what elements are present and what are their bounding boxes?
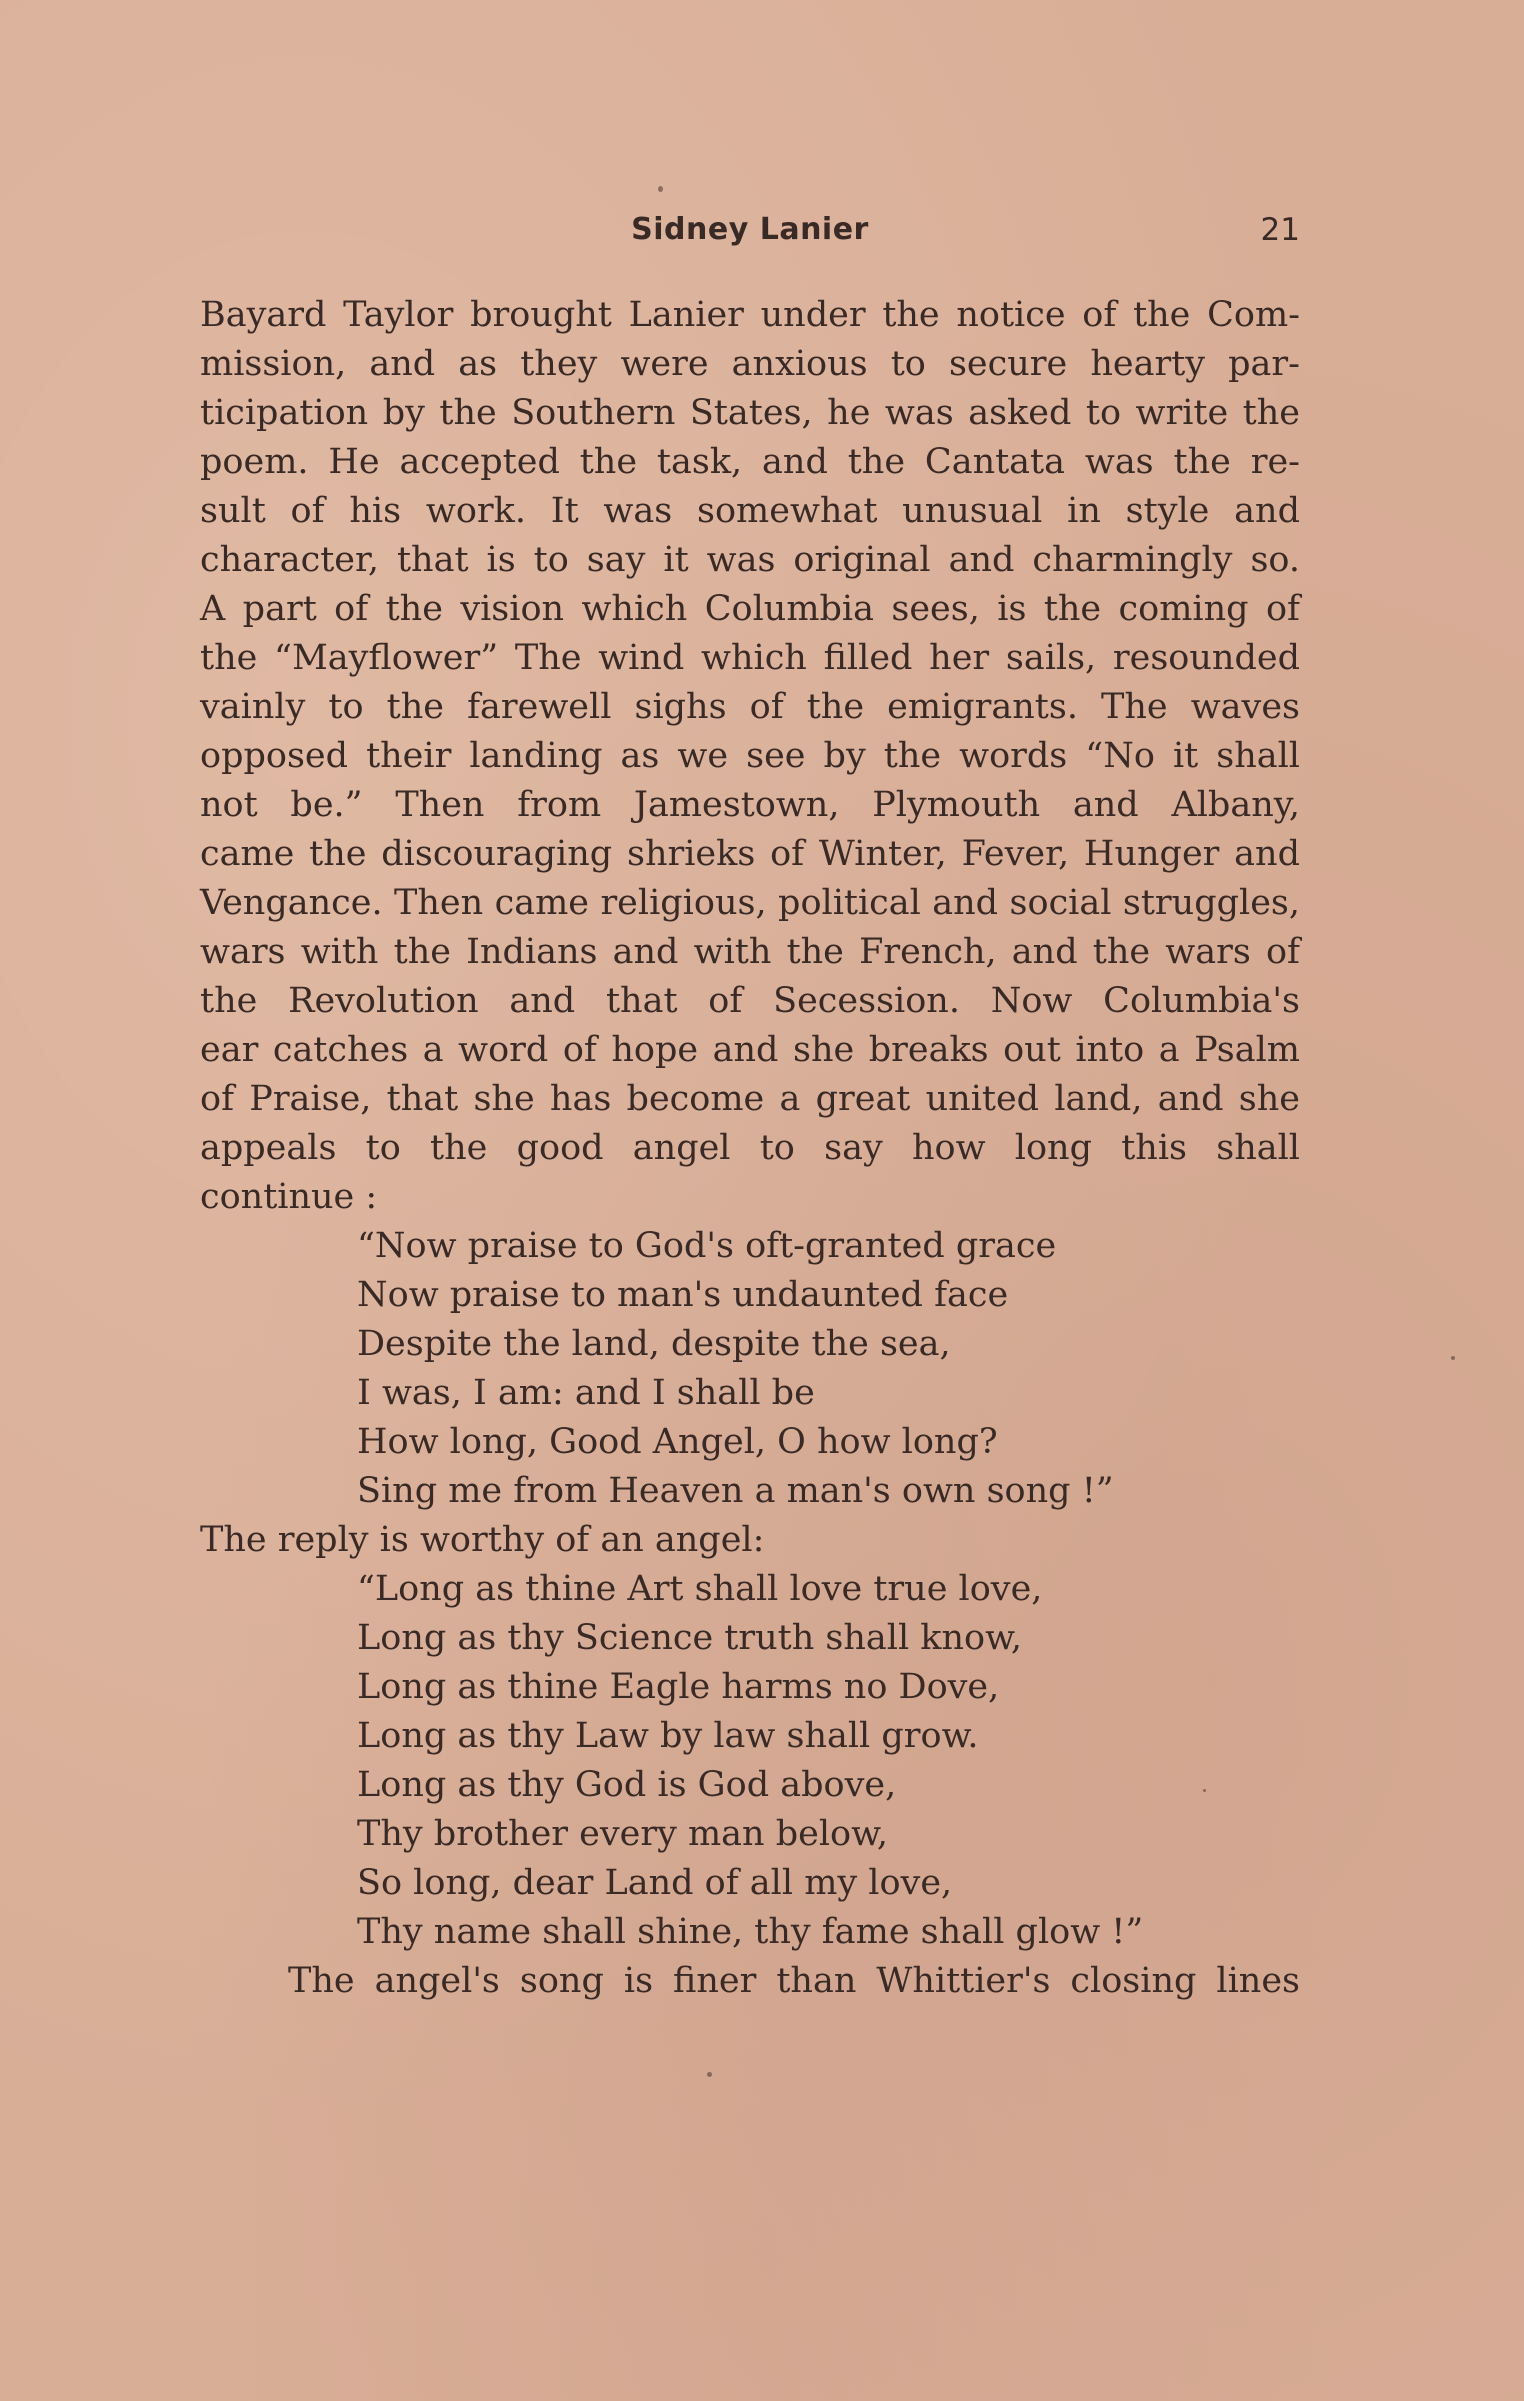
paragraph-line: ticipation by the Southern States, he was asked to write the: [200, 393, 1300, 433]
psalm-verse-line: Sing me from Heaven a man's own song !”: [357, 1471, 1114, 1511]
paragraph-line: Vengance. Then came religious, political and social struggles,: [200, 883, 1300, 923]
reply-intro: The reply is worthy of an angel:: [200, 1520, 765, 1560]
angel-verse-line: So long, dear Land of all my love,: [357, 1863, 953, 1903]
angel-verse-line: “Long as thine Art shall love true love,: [357, 1569, 1043, 1609]
paragraph-line: ear catches a word of hope and she breaks out into a Psalm: [200, 1030, 1300, 1070]
psalm-verse-line: Now praise to man's undaunted face: [357, 1275, 1009, 1315]
running-head: [200, 212, 1300, 262]
angel-verse-line: Thy name shall shine, thy fame shall glow !”: [357, 1912, 1144, 1952]
angel-verse-line: Long as thy God is God above,: [357, 1765, 897, 1805]
angel-verse-line: Thy brother every man below,: [357, 1814, 889, 1854]
angel-verse-line: Long as thine Eagle harms no Dove,: [357, 1667, 1000, 1707]
body-text: [200, 291, 1300, 2006]
paper-speck: [658, 186, 663, 192]
paragraph-line: the “Mayflower” The wind which filled her sails, resounded: [200, 638, 1300, 678]
paragraph-line: mission, and as they were anxious to secure hearty par-: [200, 344, 1300, 384]
running-title: Sidney Lanier: [631, 212, 869, 247]
psalm-verse-line: “Now praise to God's oft-granted grace: [357, 1226, 1057, 1266]
paragraph-line: appeals to the good angel to say how long this shall: [200, 1128, 1300, 1168]
paragraph-last-line: continue :: [200, 1177, 378, 1217]
psalm-verse-line: How long, Good Angel, O how long?: [357, 1422, 998, 1462]
angel-verse-line: Long as thy Science truth shall know,: [357, 1618, 1023, 1658]
paper-speck: [1203, 1789, 1206, 1792]
paper-speck: [707, 2072, 712, 2077]
paper-speck: [1451, 1356, 1455, 1360]
paragraph-line: character, that is to say it was original and charmingly so.: [200, 540, 1300, 580]
paragraph-line: not be.” Then from Jamestown, Plymouth and Albany,: [200, 785, 1300, 825]
paragraph-line: A part of the vision which Columbia sees, is the coming of: [200, 589, 1300, 629]
paragraph-line: wars with the Indians and with the French, and the wars of: [200, 932, 1300, 972]
angel-verse-line: Long as thy Law by law shall grow.: [357, 1716, 979, 1756]
paragraph-line: Bayard Taylor brought Lanier under the notice of the Com-: [200, 295, 1300, 335]
psalm-verse-line: Despite the land, despite the sea,: [357, 1324, 951, 1364]
paragraph-line: sult of his work. It was somewhat unusual in style and: [200, 491, 1300, 531]
paragraph-line: vainly to the farewell sighs of the emigrants. The waves: [200, 687, 1300, 727]
paragraph-line: opposed their landing as we see by the words “No it shall: [200, 736, 1300, 776]
paragraph-line: poem. He accepted the task, and the Cantata was the re-: [200, 442, 1300, 482]
paragraph-line: came the discouraging shrieks of Winter, Fever, Hunger and: [200, 834, 1300, 874]
paragraph-line: the Revolution and that of Secession. Now Columbia's: [200, 981, 1300, 1021]
page-number: 21: [1260, 212, 1300, 248]
paragraph-line: of Praise, that she has become a great united land, and she: [200, 1079, 1300, 1119]
closing-line: The angel's song is finer than Whittier's closing lines: [288, 1961, 1300, 2001]
psalm-verse-line: I was, I am: and I shall be: [357, 1373, 815, 1413]
